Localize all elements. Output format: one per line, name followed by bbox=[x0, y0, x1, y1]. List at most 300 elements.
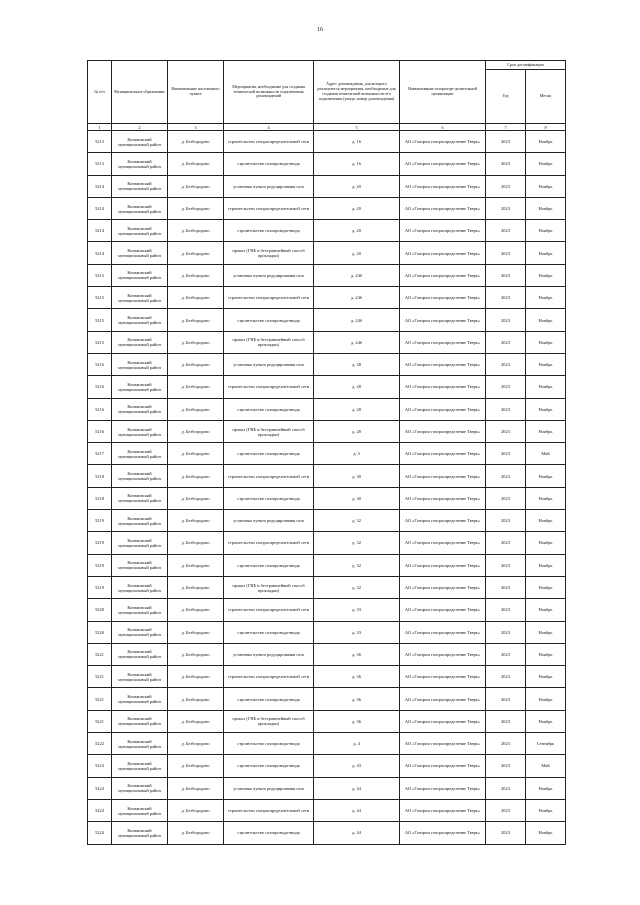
cell-month: Ноябрь bbox=[526, 264, 566, 286]
cell-num: 5215 bbox=[88, 264, 112, 286]
cell-settlement: д. Безбородово bbox=[168, 465, 224, 487]
table-row bbox=[88, 643, 566, 665]
cell-year: 2023 bbox=[486, 666, 526, 688]
cell-num: 5214 bbox=[88, 175, 112, 197]
cell-municipality: Конаковский муниципальный район bbox=[112, 220, 168, 242]
table-row bbox=[88, 242, 566, 264]
cell-address: д. 44 bbox=[314, 799, 400, 821]
cell-settlement: д. Безбородово bbox=[168, 599, 224, 621]
cell-municipality: Конаковский муниципальный район bbox=[112, 153, 168, 175]
cell-address: д. 32 bbox=[314, 554, 400, 576]
cell-organization: АО «Газпром газораспределение Тверь» bbox=[400, 621, 486, 643]
cell-municipality: Конаковский муниципальный район bbox=[112, 822, 168, 844]
column-number: 1 bbox=[88, 124, 112, 131]
header-num: № п/п bbox=[88, 61, 112, 124]
cell-address: д. 32 bbox=[314, 510, 400, 532]
cell-month: Май bbox=[526, 755, 566, 777]
cell-address: д. 36 bbox=[314, 643, 400, 665]
table-row bbox=[88, 532, 566, 554]
cell-settlement: д. Безбородово bbox=[168, 710, 224, 732]
cell-address: д. 28 bbox=[314, 398, 400, 420]
cell-organization: АО «Газпром газораспределение Тверь» bbox=[400, 242, 486, 264]
cell-municipality: Конаковский муниципальный район bbox=[112, 465, 168, 487]
table-row bbox=[88, 376, 566, 398]
cell-num: 5213 bbox=[88, 131, 112, 153]
page-number: 16 bbox=[317, 27, 323, 33]
header-settlement: Наименование населенного пункта bbox=[168, 61, 224, 124]
cell-address: д. 44 bbox=[314, 777, 400, 799]
cell-num: 5215 bbox=[88, 331, 112, 353]
cell-municipality: Конаковский муниципальный район bbox=[112, 331, 168, 353]
cell-month: Ноябрь bbox=[526, 398, 566, 420]
cell-measure: строительство газораспределительной сети bbox=[224, 131, 314, 153]
cell-num: 5219 bbox=[88, 554, 112, 576]
cell-measure: строительство газопровода-ввода bbox=[224, 487, 314, 509]
cell-num: 5221 bbox=[88, 710, 112, 732]
cell-num: 5214 bbox=[88, 242, 112, 264]
cell-municipality: Конаковский муниципальный район bbox=[112, 510, 168, 532]
cell-month: Ноябрь bbox=[526, 287, 566, 309]
cell-month: Ноябрь bbox=[526, 576, 566, 598]
cell-num: 5214 bbox=[88, 197, 112, 219]
table-row bbox=[88, 443, 566, 465]
table-row bbox=[88, 309, 566, 331]
table-row bbox=[88, 353, 566, 375]
cell-year: 2023 bbox=[486, 264, 526, 286]
cell-month: Ноябрь bbox=[526, 353, 566, 375]
cell-year: 2023 bbox=[486, 398, 526, 420]
cell-organization: АО «Газпром газораспределение Тверь» bbox=[400, 688, 486, 710]
cell-num: 5218 bbox=[88, 487, 112, 509]
cell-num: 5223 bbox=[88, 755, 112, 777]
cell-settlement: д. Безбородово bbox=[168, 398, 224, 420]
cell-organization: АО «Газпром газораспределение Тверь» bbox=[400, 666, 486, 688]
cell-year: 2023 bbox=[486, 420, 526, 442]
table-row bbox=[88, 153, 566, 175]
cell-organization: АО «Газпром газораспределение Тверь» bbox=[400, 733, 486, 755]
cell-organization: АО «Газпром газораспределение Тверь» bbox=[400, 777, 486, 799]
cell-settlement: д. Безбородово bbox=[168, 309, 224, 331]
cell-month: Ноябрь bbox=[526, 599, 566, 621]
cell-num: 5219 bbox=[88, 532, 112, 554]
cell-num: 5215 bbox=[88, 309, 112, 331]
header-month: Месяц bbox=[526, 70, 566, 124]
cell-num: 5216 bbox=[88, 420, 112, 442]
table-row bbox=[88, 688, 566, 710]
cell-organization: АО «Газпром газораспределение Тверь» bbox=[400, 443, 486, 465]
cell-measure: установка пункта редуцирования газа bbox=[224, 264, 314, 286]
cell-municipality: Конаковский муниципальный район bbox=[112, 398, 168, 420]
cell-address: д. 36 bbox=[314, 666, 400, 688]
cell-num: 5213 bbox=[88, 153, 112, 175]
table-row bbox=[88, 398, 566, 420]
cell-year: 2023 bbox=[486, 175, 526, 197]
cell-address: д. 28 bbox=[314, 376, 400, 398]
cell-organization: АО «Газпром газораспределение Тверь» bbox=[400, 398, 486, 420]
cell-month: Ноябрь bbox=[526, 710, 566, 732]
cell-address: д. 32 bbox=[314, 532, 400, 554]
cell-municipality: Конаковский муниципальный район bbox=[112, 376, 168, 398]
table-body bbox=[88, 131, 566, 845]
header-deadline: Срок догазификации bbox=[486, 61, 566, 70]
column-number: 4 bbox=[224, 124, 314, 131]
cell-municipality: Конаковский муниципальный район bbox=[112, 666, 168, 688]
cell-settlement: д. Безбородово bbox=[168, 554, 224, 576]
cell-municipality: Конаковский муниципальный район bbox=[112, 353, 168, 375]
cell-address: д. 20 bbox=[314, 242, 400, 264]
cell-num: 5216 bbox=[88, 398, 112, 420]
cell-measure: строительство газопровода-ввода bbox=[224, 309, 314, 331]
cell-year: 2023 bbox=[486, 376, 526, 398]
cell-settlement: д. Безбородово bbox=[168, 242, 224, 264]
cell-year: 2023 bbox=[486, 643, 526, 665]
cell-municipality: Конаковский муниципальный район bbox=[112, 309, 168, 331]
cell-measure: прокол (ГНБ и бестраншейный способ прокладки) bbox=[224, 242, 314, 264]
cell-organization: АО «Газпром газораспределение Тверь» bbox=[400, 376, 486, 398]
cell-organization: АО «Газпром газораспределение Тверь» bbox=[400, 554, 486, 576]
cell-address: д. 30 bbox=[314, 487, 400, 509]
cell-municipality: Конаковский муниципальный район bbox=[112, 777, 168, 799]
cell-year: 2023 bbox=[486, 197, 526, 219]
table-row bbox=[88, 465, 566, 487]
cell-measure: строительство газопровода-ввода bbox=[224, 398, 314, 420]
cell-num: 5221 bbox=[88, 688, 112, 710]
table-row bbox=[88, 175, 566, 197]
cell-measure: строительство газораспределительной сети bbox=[224, 465, 314, 487]
column-number-row bbox=[88, 124, 566, 131]
cell-organization: АО «Газпром газораспределение Тверь» bbox=[400, 822, 486, 844]
cell-settlement: д. Безбородово bbox=[168, 376, 224, 398]
cell-measure: строительство газораспределительной сети bbox=[224, 532, 314, 554]
cell-address: д. 20 bbox=[314, 220, 400, 242]
cell-measure: строительство газопровода-ввода bbox=[224, 733, 314, 755]
cell-municipality: Конаковский муниципальный район bbox=[112, 420, 168, 442]
cell-year: 2023 bbox=[486, 443, 526, 465]
cell-measure: строительство газопровода-ввода bbox=[224, 554, 314, 576]
cell-settlement: д. Безбородово bbox=[168, 733, 224, 755]
cell-month: Ноябрь bbox=[526, 554, 566, 576]
cell-settlement: д. Безбородово bbox=[168, 799, 224, 821]
cell-address: д. 24б bbox=[314, 309, 400, 331]
cell-year: 2023 bbox=[486, 309, 526, 331]
cell-municipality: Конаковский муниципальный район bbox=[112, 733, 168, 755]
cell-municipality: Конаковский муниципальный район bbox=[112, 242, 168, 264]
cell-organization: АО «Газпром газораспределение Тверь» bbox=[400, 153, 486, 175]
table-row bbox=[88, 733, 566, 755]
table-row bbox=[88, 755, 566, 777]
cell-municipality: Конаковский муниципальный район bbox=[112, 576, 168, 598]
table-row bbox=[88, 621, 566, 643]
cell-organization: АО «Газпром газораспределение Тверь» bbox=[400, 487, 486, 509]
cell-organization: АО «Газпром газораспределение Тверь» bbox=[400, 755, 486, 777]
cell-year: 2023 bbox=[486, 777, 526, 799]
cell-municipality: Конаковский муниципальный район bbox=[112, 554, 168, 576]
cell-municipality: Конаковский муниципальный район bbox=[112, 287, 168, 309]
cell-month: Ноябрь bbox=[526, 197, 566, 219]
cell-settlement: д. Безбородово bbox=[168, 353, 224, 375]
cell-measure: прокол (ГНБ и бестраншейный способ прокладки) bbox=[224, 576, 314, 598]
cell-municipality: Конаковский муниципальный район bbox=[112, 131, 168, 153]
cell-municipality: Конаковский муниципальный район bbox=[112, 621, 168, 643]
cell-measure: строительство газораспределительной сети bbox=[224, 799, 314, 821]
table-row bbox=[88, 487, 566, 509]
cell-measure: строительство газораспределительной сети bbox=[224, 287, 314, 309]
cell-settlement: д. Безбородово bbox=[168, 197, 224, 219]
cell-num: 5219 bbox=[88, 576, 112, 598]
cell-settlement: д. Безбородово bbox=[168, 777, 224, 799]
cell-month: Ноябрь bbox=[526, 376, 566, 398]
cell-year: 2023 bbox=[486, 465, 526, 487]
cell-month: Ноябрь bbox=[526, 643, 566, 665]
cell-municipality: Конаковский муниципальный район bbox=[112, 487, 168, 509]
cell-month: Ноябрь bbox=[526, 420, 566, 442]
cell-municipality: Конаковский муниципальный район bbox=[112, 197, 168, 219]
cell-address: д. 4 bbox=[314, 733, 400, 755]
cell-num: 5214 bbox=[88, 220, 112, 242]
cell-month: Ноябрь bbox=[526, 131, 566, 153]
table-row bbox=[88, 220, 566, 242]
cell-address: д. 32 bbox=[314, 576, 400, 598]
cell-measure: строительство газопровода-ввода bbox=[224, 153, 314, 175]
cell-settlement: д. Безбородово bbox=[168, 287, 224, 309]
cell-settlement: д. Безбородово bbox=[168, 420, 224, 442]
cell-year: 2023 bbox=[486, 287, 526, 309]
header-municipality: Муниципальное образование bbox=[112, 61, 168, 124]
cell-settlement: д. Безбородово bbox=[168, 666, 224, 688]
cell-organization: АО «Газпром газораспределение Тверь» bbox=[400, 264, 486, 286]
table-row bbox=[88, 554, 566, 576]
cell-address: д. 24б bbox=[314, 331, 400, 353]
cell-settlement: д. Безбородово bbox=[168, 131, 224, 153]
cell-month: Сентябрь bbox=[526, 733, 566, 755]
cell-address: д. 20 bbox=[314, 175, 400, 197]
cell-settlement: д. Безбородово bbox=[168, 153, 224, 175]
header-address: Адрес домовладения, для которого реализуются мероприятия, необходимые для создания технической возможности его подключения (улица, номер домовладения) bbox=[314, 61, 400, 124]
cell-municipality: Конаковский муниципальный район bbox=[112, 710, 168, 732]
cell-address: д. 28 bbox=[314, 420, 400, 442]
cell-measure: строительство газопровода-ввода bbox=[224, 688, 314, 710]
cell-month: Ноябрь bbox=[526, 220, 566, 242]
cell-measure: установка пункта редуцирования газа bbox=[224, 510, 314, 532]
cell-address: д. 33 bbox=[314, 599, 400, 621]
cell-num: 5220 bbox=[88, 621, 112, 643]
cell-month: Ноябрь bbox=[526, 487, 566, 509]
cell-year: 2023 bbox=[486, 487, 526, 509]
cell-address: д. 36 bbox=[314, 688, 400, 710]
cell-month: Ноябрь bbox=[526, 153, 566, 175]
column-number: 2 bbox=[112, 124, 168, 131]
cell-month: Ноябрь bbox=[526, 510, 566, 532]
cell-organization: АО «Газпром газораспределение Тверь» bbox=[400, 220, 486, 242]
table-header bbox=[88, 61, 566, 131]
table-row bbox=[88, 777, 566, 799]
cell-municipality: Конаковский муниципальный район bbox=[112, 799, 168, 821]
header-year: Год bbox=[486, 70, 526, 124]
cell-address: д. 16 bbox=[314, 153, 400, 175]
cell-num: 5216 bbox=[88, 376, 112, 398]
cell-measure: строительство газопровода-ввода bbox=[224, 755, 314, 777]
cell-year: 2023 bbox=[486, 131, 526, 153]
cell-measure: прокол (ГНБ и бестраншейный способ прокладки) bbox=[224, 420, 314, 442]
table-row bbox=[88, 710, 566, 732]
column-number: 8 bbox=[526, 124, 566, 131]
cell-num: 5224 bbox=[88, 799, 112, 821]
column-number: 7 bbox=[486, 124, 526, 131]
cell-year: 2023 bbox=[486, 755, 526, 777]
cell-year: 2023 bbox=[486, 621, 526, 643]
cell-num: 5224 bbox=[88, 777, 112, 799]
cell-year: 2023 bbox=[486, 331, 526, 353]
cell-address: д. 20 bbox=[314, 197, 400, 219]
cell-year: 2023 bbox=[486, 153, 526, 175]
table-row bbox=[88, 666, 566, 688]
cell-month: Ноябрь bbox=[526, 621, 566, 643]
cell-num: 5216 bbox=[88, 353, 112, 375]
cell-settlement: д. Безбородово bbox=[168, 487, 224, 509]
table-row bbox=[88, 799, 566, 821]
column-number: 5 bbox=[314, 124, 400, 131]
cell-organization: АО «Газпром газораспределение Тверь» bbox=[400, 131, 486, 153]
cell-address: д. 33 bbox=[314, 621, 400, 643]
cell-year: 2023 bbox=[486, 220, 526, 242]
cell-month: Ноябрь bbox=[526, 688, 566, 710]
cell-settlement: д. Безбородово bbox=[168, 510, 224, 532]
table-row bbox=[88, 197, 566, 219]
cell-month: Ноябрь bbox=[526, 666, 566, 688]
cell-measure: строительство газопровода-ввода bbox=[224, 220, 314, 242]
cell-organization: АО «Газпром газораспределение Тверь» bbox=[400, 710, 486, 732]
cell-settlement: д. Безбородово bbox=[168, 220, 224, 242]
cell-organization: АО «Газпром газораспределение Тверь» bbox=[400, 576, 486, 598]
cell-organization: АО «Газпром газораспределение Тверь» bbox=[400, 197, 486, 219]
cell-municipality: Конаковский муниципальный район bbox=[112, 175, 168, 197]
cell-municipality: Конаковский муниципальный район bbox=[112, 755, 168, 777]
cell-municipality: Конаковский муниципальный район bbox=[112, 264, 168, 286]
cell-measure: установка пункта редуцирования газа bbox=[224, 175, 314, 197]
cell-month: Ноябрь bbox=[526, 799, 566, 821]
cell-measure: строительство газопровода-ввода bbox=[224, 621, 314, 643]
cell-measure: прокол (ГНБ и бестраншейный способ прокладки) bbox=[224, 710, 314, 732]
cell-year: 2023 bbox=[486, 799, 526, 821]
cell-month: Ноябрь bbox=[526, 331, 566, 353]
cell-measure: установка пункта редуцирования газа bbox=[224, 353, 314, 375]
cell-municipality: Конаковский муниципальный район bbox=[112, 443, 168, 465]
cell-address: д. 30 bbox=[314, 465, 400, 487]
table-row bbox=[88, 264, 566, 286]
cell-measure: строительство газопровода-ввода bbox=[224, 822, 314, 844]
cell-organization: АО «Газпром газораспределение Тверь» bbox=[400, 532, 486, 554]
cell-organization: АО «Газпром газораспределение Тверь» bbox=[400, 353, 486, 375]
cell-year: 2023 bbox=[486, 576, 526, 598]
cell-year: 2023 bbox=[486, 510, 526, 532]
cell-organization: АО «Газпром газораспределение Тверь» bbox=[400, 287, 486, 309]
cell-month: Ноябрь bbox=[526, 777, 566, 799]
cell-measure: строительство газораспределительной сети bbox=[224, 666, 314, 688]
cell-num: 5221 bbox=[88, 643, 112, 665]
cell-measure: строительство газораспределительной сети bbox=[224, 599, 314, 621]
cell-organization: АО «Газпром газораспределение Тверь» bbox=[400, 510, 486, 532]
table-row bbox=[88, 576, 566, 598]
cell-year: 2023 bbox=[486, 353, 526, 375]
cell-measure: строительство газопровода-ввода bbox=[224, 443, 314, 465]
cell-num: 5221 bbox=[88, 666, 112, 688]
column-number: 3 bbox=[168, 124, 224, 131]
header-measures: Мероприятия, необходимые для создания технической возможности подключения домовладений bbox=[224, 61, 314, 124]
cell-settlement: д. Безбородово bbox=[168, 621, 224, 643]
cell-organization: АО «Газпром газораспределение Тверь» bbox=[400, 175, 486, 197]
cell-year: 2023 bbox=[486, 242, 526, 264]
table-row bbox=[88, 331, 566, 353]
cell-organization: АО «Газпром газораспределение Тверь» bbox=[400, 643, 486, 665]
cell-month: Ноябрь bbox=[526, 309, 566, 331]
cell-month: Ноябрь bbox=[526, 242, 566, 264]
cell-year: 2023 bbox=[486, 822, 526, 844]
cell-municipality: Конаковский муниципальный район bbox=[112, 532, 168, 554]
cell-settlement: д. Безбородово bbox=[168, 755, 224, 777]
cell-num: 5215 bbox=[88, 287, 112, 309]
gasification-table bbox=[87, 60, 566, 845]
table-row bbox=[88, 131, 566, 153]
cell-month: Ноябрь bbox=[526, 465, 566, 487]
cell-organization: АО «Газпром газораспределение Тверь» bbox=[400, 599, 486, 621]
cell-settlement: д. Безбородово bbox=[168, 532, 224, 554]
cell-year: 2023 bbox=[486, 532, 526, 554]
cell-measure: строительство газораспределительной сети bbox=[224, 376, 314, 398]
cell-address: д. 24б bbox=[314, 264, 400, 286]
cell-month: Ноябрь bbox=[526, 822, 566, 844]
cell-settlement: д. Безбородово bbox=[168, 643, 224, 665]
cell-num: 5224 bbox=[88, 822, 112, 844]
cell-num: 5222 bbox=[88, 733, 112, 755]
table-row bbox=[88, 822, 566, 844]
cell-settlement: д. Безбородово bbox=[168, 822, 224, 844]
cell-settlement: д. Безбородово bbox=[168, 264, 224, 286]
column-number: 6 bbox=[400, 124, 486, 131]
table-row bbox=[88, 599, 566, 621]
cell-measure: строительство газораспределительной сети bbox=[224, 197, 314, 219]
cell-month: Ноябрь bbox=[526, 175, 566, 197]
cell-settlement: д. Безбородово bbox=[168, 688, 224, 710]
cell-measure: установка пункта редуцирования газа bbox=[224, 777, 314, 799]
cell-settlement: д. Безбородово bbox=[168, 175, 224, 197]
cell-municipality: Конаковский муниципальный район bbox=[112, 688, 168, 710]
cell-address: д. 36 bbox=[314, 710, 400, 732]
table-row bbox=[88, 287, 566, 309]
cell-month: Ноябрь bbox=[526, 532, 566, 554]
cell-address: д. 16 bbox=[314, 131, 400, 153]
cell-measure: установка пункта редуцирования газа bbox=[224, 643, 314, 665]
cell-address: д. 3 bbox=[314, 443, 400, 465]
cell-organization: АО «Газпром газораспределение Тверь» bbox=[400, 465, 486, 487]
cell-num: 5217 bbox=[88, 443, 112, 465]
cell-year: 2023 bbox=[486, 733, 526, 755]
cell-organization: АО «Газпром газораспределение Тверь» bbox=[400, 309, 486, 331]
cell-settlement: д. Безбородово bbox=[168, 331, 224, 353]
cell-address: д. 24б bbox=[314, 287, 400, 309]
cell-address: д. 28 bbox=[314, 353, 400, 375]
cell-settlement: д. Безбородово bbox=[168, 443, 224, 465]
header-organization: Наименование газораспре-делительной организации bbox=[400, 61, 486, 124]
cell-settlement: д. Безбородово bbox=[168, 576, 224, 598]
cell-num: 5218 bbox=[88, 465, 112, 487]
cell-measure: прокол (ГНБ и бестраншейный способ прокладки) bbox=[224, 331, 314, 353]
cell-organization: АО «Газпром газораспределение Тверь» bbox=[400, 799, 486, 821]
cell-year: 2023 bbox=[486, 599, 526, 621]
cell-organization: АО «Газпром газораспределение Тверь» bbox=[400, 331, 486, 353]
cell-address: д. 43 bbox=[314, 755, 400, 777]
cell-municipality: Конаковский муниципальный район bbox=[112, 599, 168, 621]
cell-num: 5220 bbox=[88, 599, 112, 621]
